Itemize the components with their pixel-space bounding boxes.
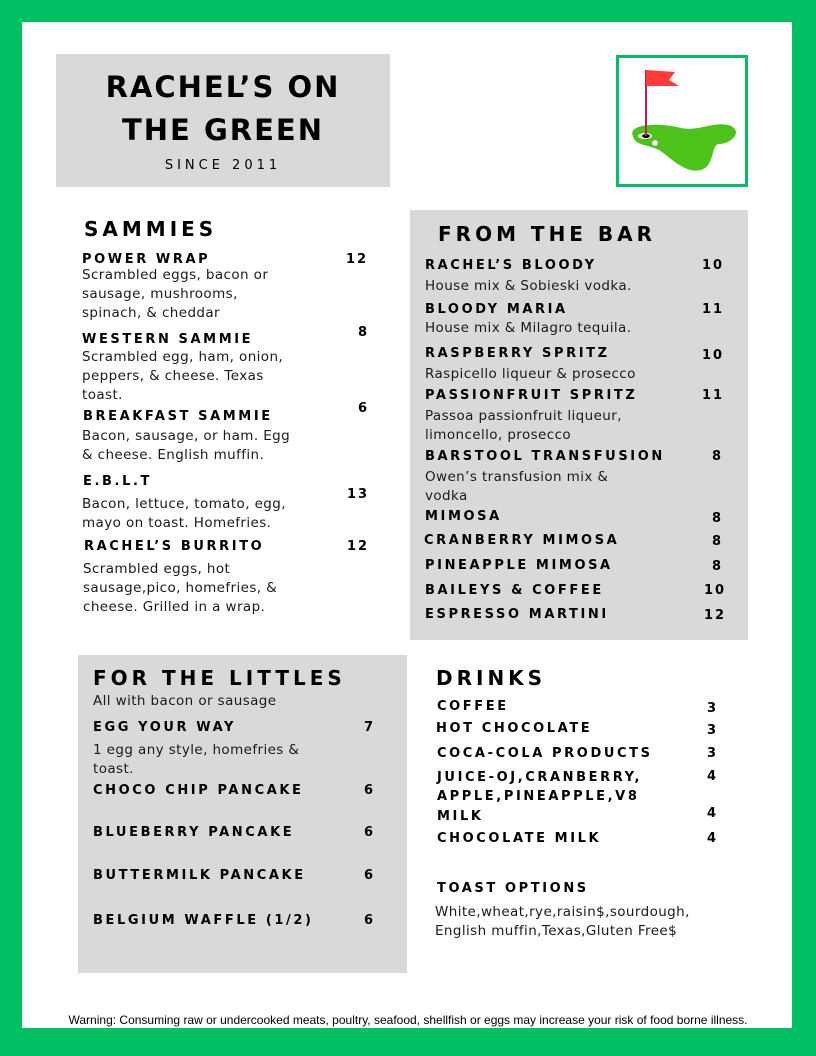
menu-item-name: BUTTERMILK PANCAKE [93, 868, 306, 883]
restaurant-name [56, 66, 390, 152]
menu-item-price: 10 [704, 583, 727, 598]
menu-item-desc: Raspicello liqueur & prosecco [425, 366, 636, 382]
menu-item-name: CHOCOLATE MILK [437, 831, 602, 846]
menu-item-price: 3 [707, 701, 719, 716]
menu-item-desc: Passoa passionfruit liqueur, limoncello, prosecco [425, 408, 622, 443]
menu-item-price: 8 [712, 534, 724, 549]
golf-flag-green-icon [619, 58, 745, 184]
menu-item-desc: 1 egg any style, homefries & toast. [93, 742, 300, 777]
menu-item-name: BREAKFAST SAMMIE [83, 409, 273, 424]
menu-item-price: 10 [702, 348, 725, 363]
menu-item-price: 4 [707, 769, 719, 784]
menu-item-desc: Scrambled egg, ham, onion, peppers, & cheese. Texas toast. [82, 349, 284, 403]
menu-item-name: BLUEBERRY PANCAKE [93, 825, 295, 840]
golf-logo [616, 55, 748, 187]
title-line-2: THE GREEN [122, 113, 324, 147]
bar-heading: FROM THE BAR [438, 222, 657, 246]
menu-item-price: 12 [704, 608, 727, 623]
menu-item-price: 13 [347, 487, 370, 502]
menu-item-desc: House mix & Milagro tequila. [425, 320, 632, 336]
menu-item-name: BELGIUM WAFFLE (1/2) [93, 913, 314, 928]
menu-item-name: PASSIONFRUIT SPRITZ [425, 388, 638, 403]
menu-item-price: 12 [346, 252, 369, 267]
menu-item-name: WESTERN SAMMIE [82, 332, 254, 347]
since-tagline: SINCE 2011 [164, 158, 282, 173]
menu-item-price: 10 [702, 258, 725, 273]
menu-item-name: COCA-COLA PRODUCTS [437, 746, 653, 761]
menu-item-price: 8 [712, 559, 724, 574]
menu-item-name: POWER WRAP [82, 252, 211, 267]
menu-item-name: BARSTOOL TRANSFUSION [425, 449, 665, 464]
menu-item-desc: Bacon, lettuce, tomato, egg, mayo on toast. Homefries. [82, 496, 286, 531]
menu-item-name: PINEAPPLE MIMOSA [425, 558, 613, 573]
menu-item-name: COFFEE [437, 699, 509, 714]
menu-item-name: RASPBERRY SPRITZ [425, 346, 610, 361]
menu-item-price: 6 [364, 825, 376, 840]
toast-options-line-2: English muffin,Texas,Gluten Free$ [435, 923, 678, 939]
menu-item-price: 6 [364, 783, 376, 798]
menu-item-name: JUICE-OJ,CRANBERRY, [437, 770, 643, 785]
menu-item-price: 4 [707, 831, 719, 846]
menu-item-desc: Scrambled eggs, hot sausage,pico, homefries, & cheese. Grilled in a wrap. [83, 561, 278, 615]
toast-options-heading: TOAST OPTIONS [437, 881, 589, 896]
menu-item-name: RACHEL’S BURRITO [84, 539, 265, 554]
menu-item-name: EGG YOUR WAY [93, 720, 237, 735]
menu-item-price: 8 [712, 449, 724, 464]
menu-item-name: BAILEYS & COFFEE [425, 583, 604, 598]
menu-item-name: ESPRESSO MARTINI [425, 607, 609, 622]
menu-item-desc: Scrambled eggs, bacon or sausage, mushrooms, spinach, & cheddar [82, 267, 269, 321]
menu-item-name: BLOODY MARIA [425, 302, 568, 317]
menu-item-desc: Bacon, sausage, or ham. Egg & cheese. English muffin. [82, 428, 291, 463]
menu-item-price: 11 [702, 302, 725, 317]
menu-item-price: 3 [707, 723, 719, 738]
menu-item-desc: Owen’s transfusion mix & vodka [425, 469, 609, 504]
menu-item-price: 6 [358, 401, 370, 416]
menu-item-desc: House mix & Sobieski vodka. [425, 278, 632, 294]
menu-item-name: RACHEL’S BLOODY [425, 258, 597, 273]
littles-heading: FOR THE LITTLES [93, 666, 346, 690]
menu-item-price: 3 [707, 746, 719, 761]
food-safety-warning: Warning: Consuming raw or undercooked meats, poultry, seafood, shellfish or eggs may increase your risk of food borne illness. [68, 1013, 748, 1027]
title-line-1: RACHEL’S ON [105, 70, 341, 104]
menu-item-name: CHOCO CHIP PANCAKE [93, 783, 304, 798]
menu-item-name: E.B.L.T [83, 474, 152, 489]
menu-item-price: 6 [364, 868, 376, 883]
title-block [56, 54, 390, 187]
drinks-heading: DRINKS [436, 666, 547, 690]
menu-item-name: HOT CHOCOLATE [436, 721, 593, 736]
sammies-heading: SAMMIES [84, 217, 218, 241]
menu-item-price: 8 [712, 511, 724, 526]
menu-item-price: 12 [347, 539, 370, 554]
menu-item-name: MIMOSA [425, 509, 502, 524]
menu-item-price: 6 [364, 913, 376, 928]
menu-item-name: CRANBERRY MIMOSA [424, 533, 620, 548]
menu-item-price: 8 [358, 325, 370, 340]
littles-subheading: All with bacon or sausage [93, 693, 277, 709]
menu-item-price: 4 [707, 806, 719, 821]
menu-item-name: MILK [437, 809, 484, 824]
menu-item-price: 7 [364, 720, 376, 735]
menu-item-price: 11 [702, 388, 725, 403]
toast-options-line-1: White,wheat,rye,raisin$,sourdough, [435, 904, 690, 920]
menu-item-name: APPLE,PINEAPPLE,V8 [437, 789, 640, 804]
